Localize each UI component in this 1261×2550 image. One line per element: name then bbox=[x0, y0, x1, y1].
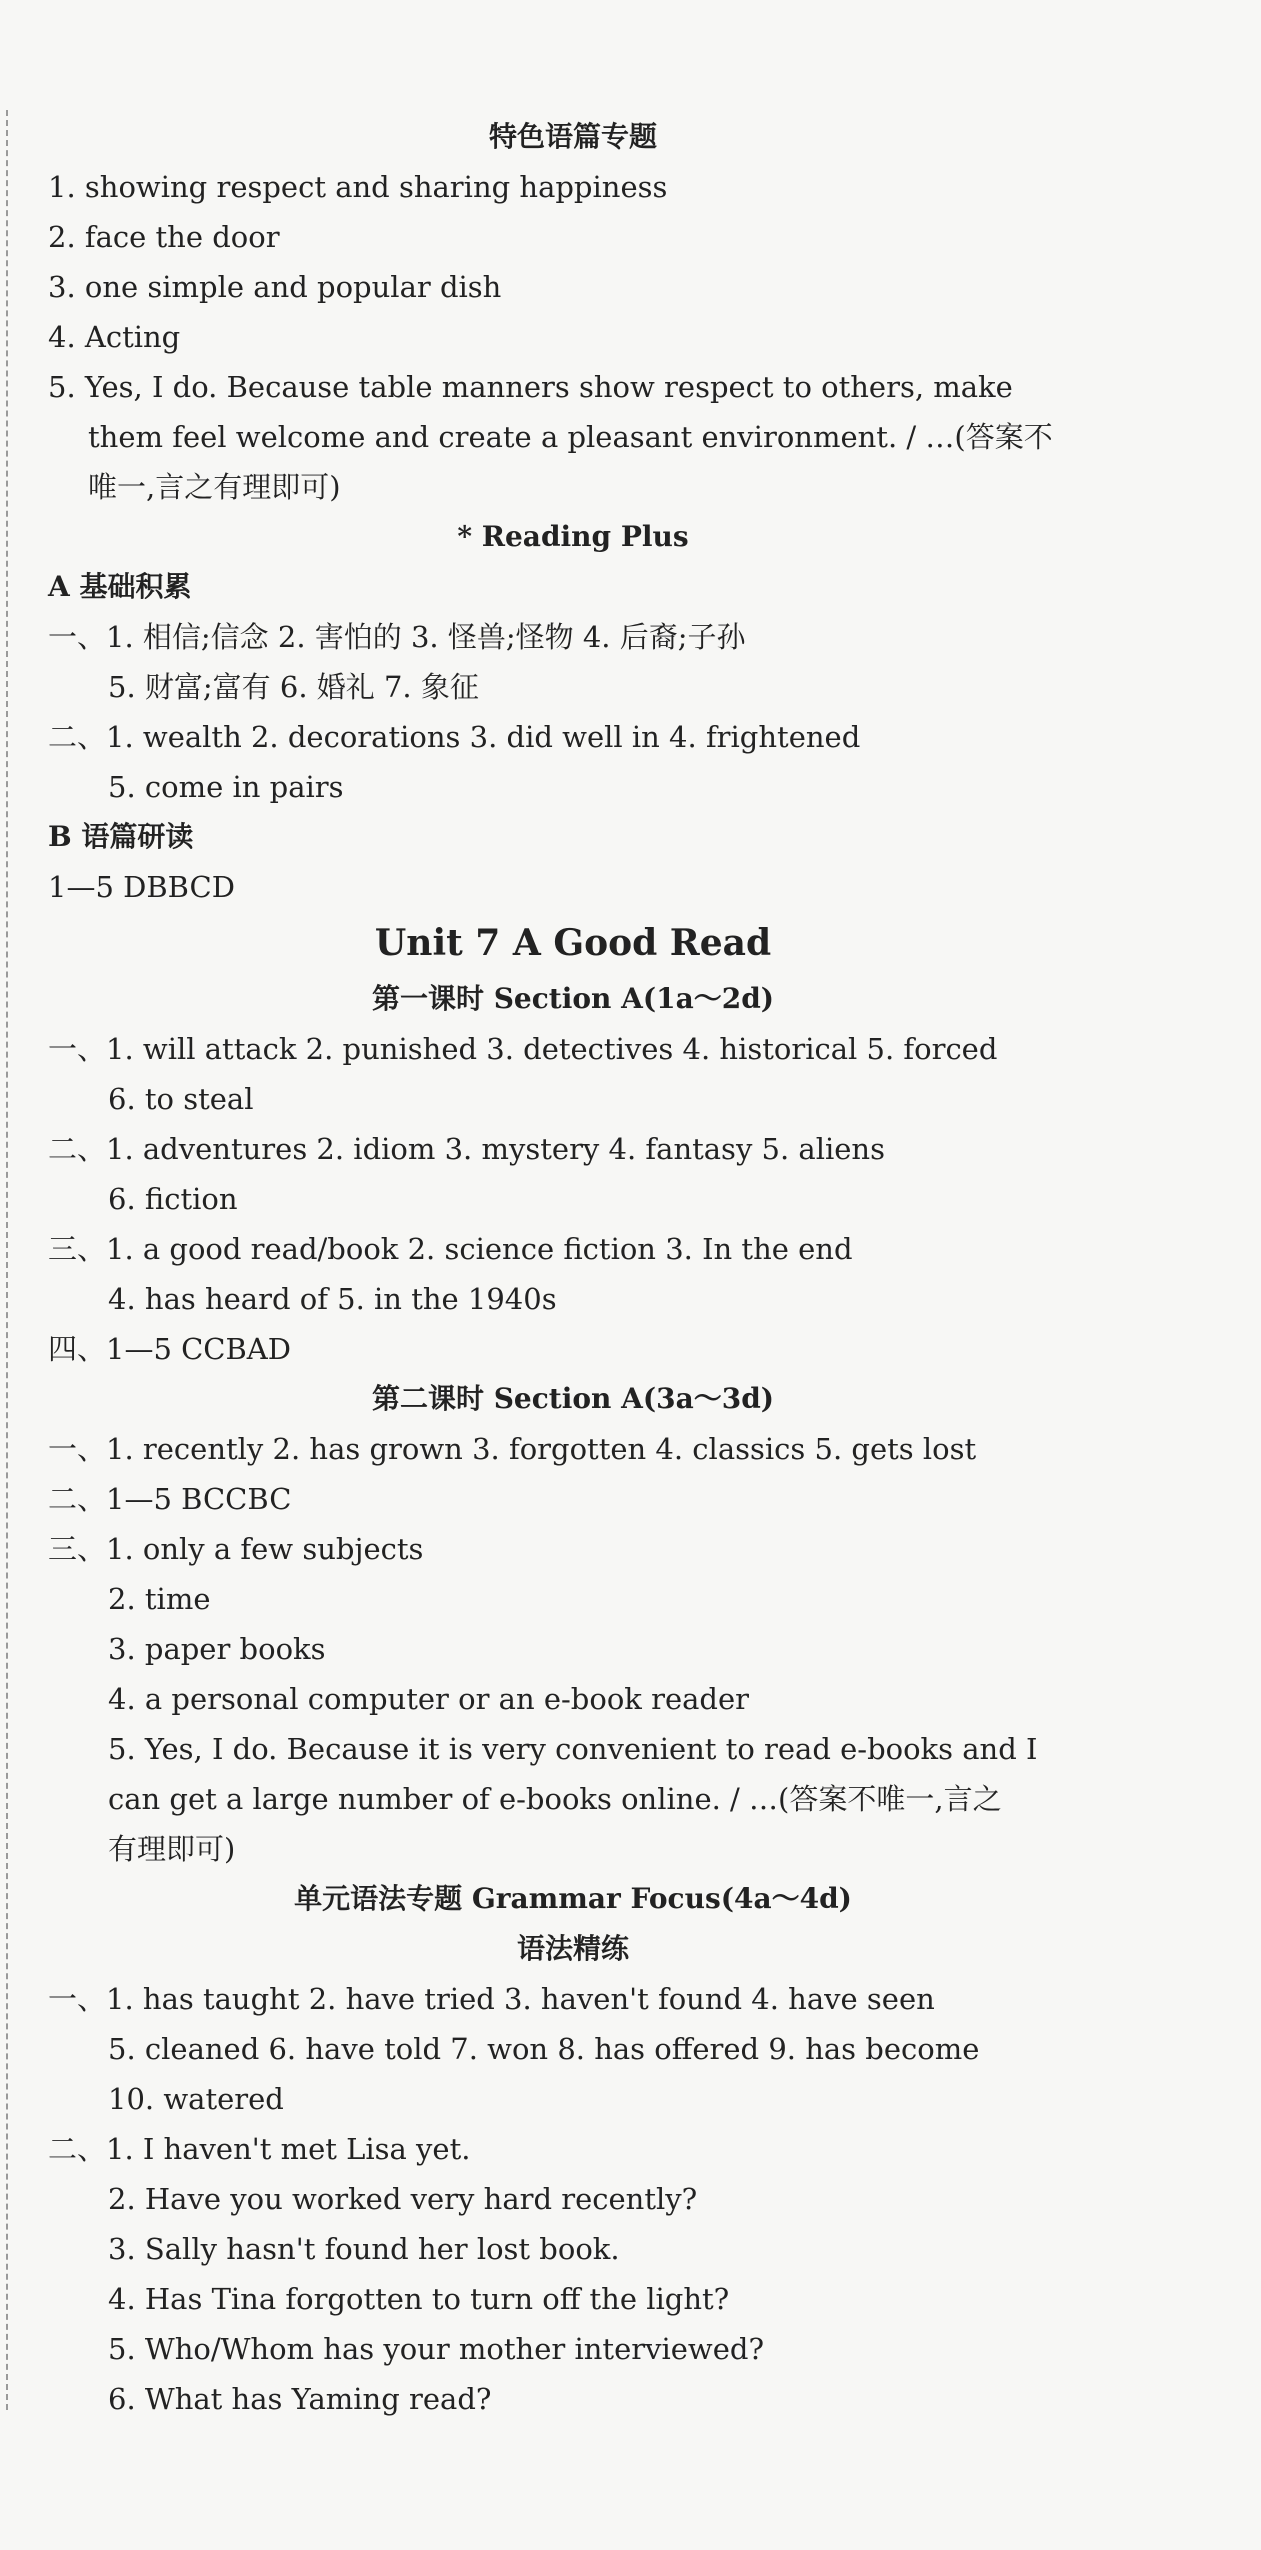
margin-dashed-line bbox=[6, 110, 8, 2410]
answer-line: 5. Yes, I do. Because it is very convenient to read e-books and I bbox=[108, 1732, 1038, 1766]
answer-line: can get a large number of e-books online. / …(答案不唯一,言之 bbox=[108, 1782, 1002, 1816]
answer-line: 1—5 DBBCD bbox=[48, 870, 235, 904]
answer-line: 二、1. wealth 2. decorations 3. did well in 4. frightened bbox=[48, 720, 861, 754]
answer-line: 5. Yes, I do. Because table manners show respect to others, make bbox=[48, 370, 1013, 404]
answer-line: 10. watered bbox=[108, 2082, 284, 2116]
answer-line: 一、1. 相信;信念 2. 害怕的 3. 怪兽;怪物 4. 后裔;子孙 bbox=[48, 620, 746, 654]
grammar-title: 单元语法专题 Grammar Focus(4a～4d) bbox=[294, 1882, 852, 1915]
answer-line: them feel welcome and create a pleasant environment. / …(答案不 bbox=[88, 420, 1053, 454]
answer-line: 5. 财富;富有 6. 婚礼 7. 象征 bbox=[108, 670, 479, 704]
answer-line: 2. time bbox=[108, 1582, 211, 1616]
answer-line: 一、1. has taught 2. have tried 3. haven't found 4. have seen bbox=[48, 1982, 935, 2016]
lesson-2-title: 第二课时 Section A(3a～3d) bbox=[371, 1382, 775, 1415]
answer-line: 一、1. recently 2. has grown 3. forgotten 4. classics 5. gets lost bbox=[48, 1432, 977, 1466]
answer-line: 4. Has Tina forgotten to turn off the light? bbox=[108, 2282, 730, 2316]
answer-line: 三、1. only a few subjects bbox=[48, 1532, 424, 1566]
section-title: 特色语篇专题 bbox=[488, 120, 657, 153]
answer-line: 5. come in pairs bbox=[108, 770, 344, 804]
answer-line: 三、1. a good read/book 2. science fiction 3. In the end bbox=[48, 1232, 853, 1266]
answer-line: 5. cleaned 6. have told 7. won 8. has offered 9. has become bbox=[108, 2032, 980, 2066]
answer-line: 2. Have you worked very hard recently? bbox=[108, 2182, 698, 2216]
answer-line: 二、1—5 BCCBC bbox=[48, 1482, 292, 1516]
answer-line: 3. Sally hasn't found her lost book. bbox=[108, 2232, 620, 2266]
lesson-1-title: 第一课时 Section A(1a～2d) bbox=[371, 982, 775, 1015]
unit-title: Unit 7 A Good Read bbox=[374, 922, 772, 964]
answer-line: 3. paper books bbox=[108, 1632, 326, 1666]
answer-line: 5. Who/Whom has your mother interviewed? bbox=[108, 2332, 765, 2366]
answer-line: 二、1. adventures 2. idiom 3. mystery 4. fantasy 5. aliens bbox=[48, 1132, 885, 1166]
part-b-heading: B 语篇研读 bbox=[48, 820, 194, 853]
answer-line: 4. Acting bbox=[48, 320, 181, 354]
answer-line: 四、1—5 CCBAD bbox=[48, 1332, 292, 1366]
answer-line: 2. face the door bbox=[48, 220, 280, 254]
part-a-heading: A 基础积累 bbox=[48, 570, 192, 603]
reading-plus-title: * Reading Plus bbox=[457, 520, 689, 553]
answer-line: 4. has heard of 5. in the 1940s bbox=[108, 1282, 557, 1316]
answer-line: 4. a personal computer or an e-book reader bbox=[108, 1682, 749, 1716]
answer-line: 有理即可) bbox=[108, 1832, 236, 1866]
answer-line: 3. one simple and popular dish bbox=[48, 270, 502, 304]
grammar-subtitle: 语法精练 bbox=[516, 1932, 629, 1965]
answer-line: 二、1. I haven't met Lisa yet. bbox=[48, 2132, 471, 2166]
answer-line: 唯一,言之有理即可) bbox=[88, 470, 341, 504]
answer-line: 一、1. will attack 2. punished 3. detectives 4. historical 5. forced bbox=[48, 1032, 998, 1066]
answer-line: 6. What has Yaming read? bbox=[108, 2382, 492, 2416]
answer-page bbox=[48, 112, 1098, 2424]
answer-line: 6. fiction bbox=[108, 1182, 238, 1216]
answer-line: 6. to steal bbox=[108, 1082, 254, 1116]
answer-line: 1. showing respect and sharing happiness bbox=[48, 170, 668, 204]
